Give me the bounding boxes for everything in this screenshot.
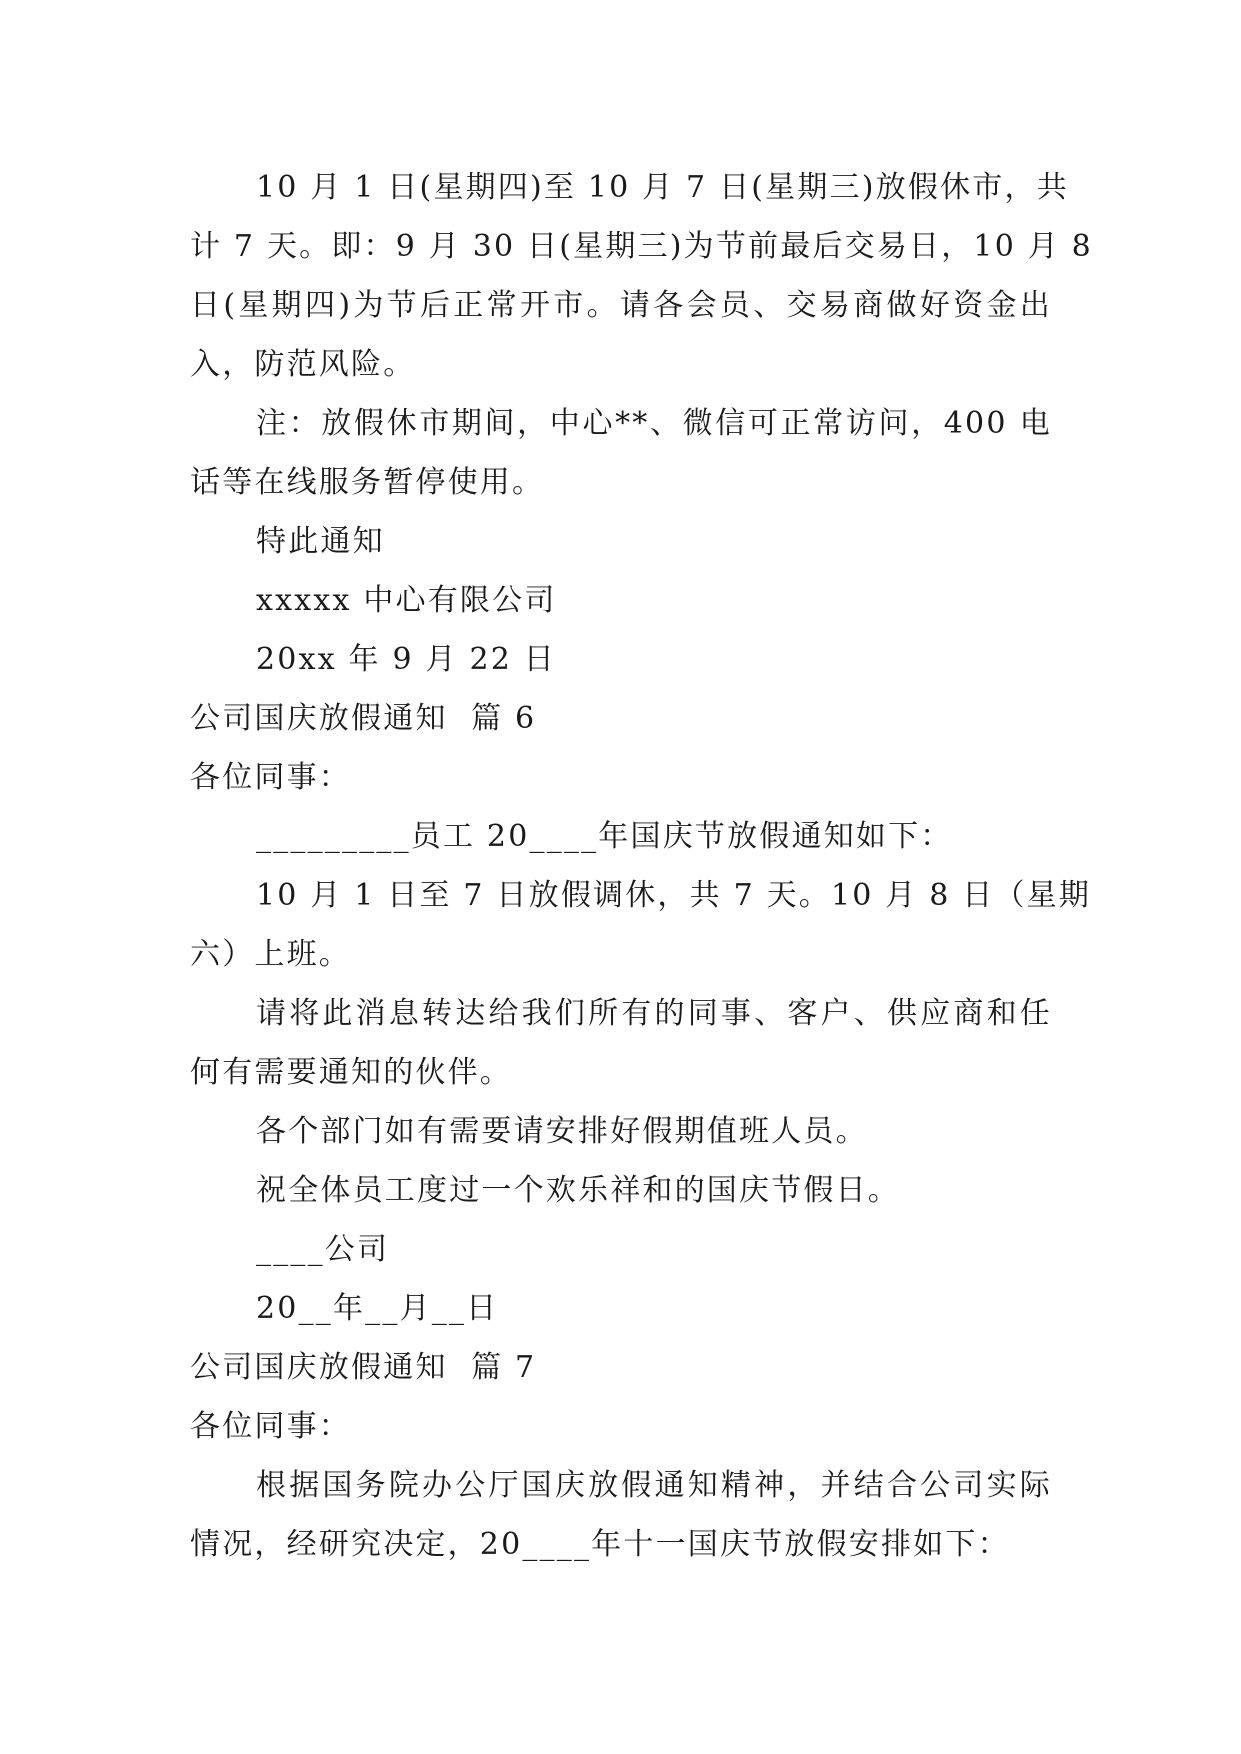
paragraph-forward-message [190, 984, 1052, 1102]
document-page [190, 158, 1093, 1574]
section-heading-7: 公司国庆放假通知 篇 7 [190, 1350, 537, 1385]
paragraph-line: 注：放假休市期间，中心**、微信可正常访问，400 电 [256, 406, 1052, 441]
holiday-wish: 祝全体员工度过一个欢乐祥和的国庆节假日。 [256, 1173, 900, 1208]
paragraph-note [190, 394, 1052, 512]
paragraph-line: 六）上班。 [190, 937, 351, 972]
paragraph-line: 10 月 1 日至 7 日放假调休，共 7 天。10 月 8 日（星期 [256, 878, 1092, 913]
paragraph-line: 根据国务院办公厅国庆放假通知精神，并结合公司实际 [256, 1468, 1052, 1503]
company-signature: xxxxx 中心有限公司 [256, 583, 557, 618]
company-signature: ____公司 [256, 1232, 390, 1267]
duty-arrangement: 各个部门如有需要请安排好假期值班人员。 [256, 1114, 868, 1149]
paragraph-holiday-schedule [190, 866, 1092, 984]
intro-line: _________员工 20____年国庆节放假通知如下： [256, 819, 953, 854]
paragraph-arrangement [190, 1456, 1052, 1574]
paragraph-line: 情况，经研究决定，20____年十一国庆节放假安排如下： [190, 1527, 1010, 1562]
notice-closing: 特此通知 [256, 524, 385, 559]
paragraph-line: 请将此消息转达给我们所有的同事、客户、供应商和任 [256, 996, 1052, 1031]
paragraph-holiday-closure [190, 158, 1093, 394]
paragraph-line: 话等在线服务暂停使用。 [190, 465, 545, 500]
paragraph-line: 计 7 天。即：9 月 30 日(星期三)为节前最后交易日，10 月 8 [190, 229, 1093, 264]
signature-date: 20xx 年 9 月 22 日 [256, 642, 556, 677]
paragraph-line: 何有需要通知的伙伴。 [190, 1055, 512, 1090]
greeting: 各位同事： [190, 760, 351, 795]
greeting: 各位同事： [190, 1409, 351, 1444]
paragraph-line: 10 月 1 日(星期四)至 10 月 7 日(星期三)放假休市，共 [256, 170, 1069, 205]
paragraph-line: 入，防范风险。 [190, 347, 416, 382]
section-heading-6: 公司国庆放假通知 篇 6 [190, 701, 537, 736]
paragraph-line: 日(星期四)为节后正常开市。请各会员、交易商做好资金出 [190, 288, 1052, 323]
signature-date: 20__年__月__日 [256, 1291, 499, 1326]
